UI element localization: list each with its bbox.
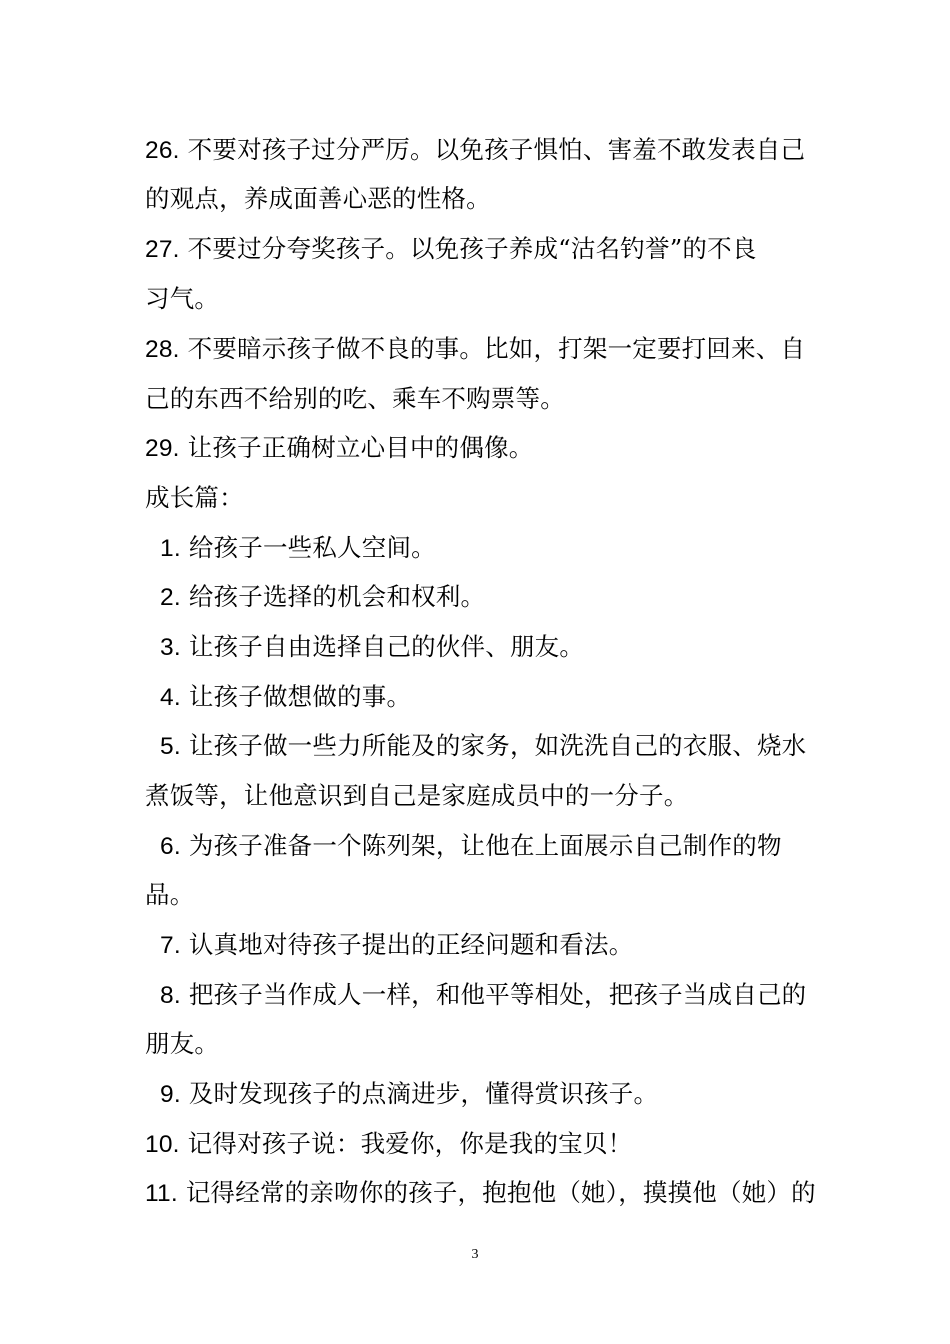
item-text: 把孩子当作成人一样，和他平等相处，把孩子当成自己的 (188, 980, 807, 1009)
item-number: 8. (160, 982, 181, 1009)
item-7 (160, 930, 825, 961)
item-2 (160, 582, 825, 613)
item-number: 7. (160, 932, 181, 959)
item-number: 5. (160, 733, 181, 760)
item-text: 让孩子做想做的事。 (188, 682, 412, 711)
item-text: 让孩子自由选择自己的伙伴、朋友。 (188, 632, 585, 661)
item-text: 给孩子选择的机会和权利。 (188, 582, 486, 611)
paragraph-number: 26. (145, 137, 180, 164)
item-10 (145, 1129, 810, 1160)
item-number: 3. (160, 634, 181, 661)
section-heading: 成长篇： (145, 483, 244, 512)
item-number: 2. (160, 584, 181, 611)
item-6-line-2: 品。 (145, 880, 195, 909)
item-11-line-1 (145, 1178, 816, 1209)
item-text: 及时发现孩子的点滴进步，懂得赏识孩子。 (188, 1079, 659, 1108)
item-6-line-1 (160, 831, 825, 862)
item-text: 记得经常的亲吻你的孩子，抱抱他（她），摸摸他（她）的 (185, 1178, 816, 1207)
item-text: 记得对孩子说：我爱你，你是我的宝贝！ (187, 1129, 633, 1158)
item-text: 让孩子做一些力所能及的家务，如洗洗自己的衣服、烧水 (188, 731, 807, 760)
paragraph-29-line-1 (145, 433, 810, 464)
page-number: 3 (471, 1247, 479, 1262)
paragraph-27-line-2: 习气。 (145, 284, 220, 313)
item-1 (160, 533, 825, 564)
item-5-line-1 (160, 731, 825, 762)
paragraph-text: 不要过分夸奖孩子。以免孩子养成“沽名钓誉”的不良 (187, 234, 757, 263)
item-number: 11. (145, 1180, 178, 1207)
item-text: 认真地对待孩子提出的正经问题和看法。 (188, 930, 634, 959)
item-number: 4. (160, 684, 181, 711)
paragraph-28-line-2: 己的东西不给别的吃、乘车不购票等。 (145, 384, 565, 413)
item-8-line-1 (160, 980, 825, 1011)
paragraph-28-line-1 (145, 334, 810, 365)
paragraph-26-line-1 (145, 135, 810, 166)
item-text: 给孩子一些私人空间。 (188, 533, 436, 562)
item-5-line-2: 煮饭等，让他意识到自己是家庭成员中的一分子。 (145, 781, 689, 810)
paragraph-text: 不要暗示孩子做不良的事。比如，打架一定要打回来、自 (187, 334, 806, 363)
paragraph-number: 28. (145, 336, 180, 363)
item-number: 9. (160, 1081, 181, 1108)
item-4 (160, 682, 825, 713)
item-3 (160, 632, 825, 663)
item-number: 1. (160, 535, 181, 562)
paragraph-27-line-1 (145, 234, 810, 265)
paragraph-text: 让孩子正确树立心目中的偶像。 (187, 433, 534, 462)
item-number: 6. (160, 833, 181, 860)
item-8-line-2: 朋友。 (145, 1029, 220, 1058)
paragraph-26-line-2: 的观点，养成面善心恶的性格。 (145, 184, 491, 213)
item-number: 10. (145, 1131, 180, 1158)
item-9 (160, 1079, 825, 1110)
paragraph-number: 27. (145, 236, 180, 263)
paragraph-text: 不要对孩子过分严厉。以免孩子惧怕、害羞不敢发表自己 (187, 135, 806, 164)
item-text: 为孩子准备一个陈列架，让他在上面展示自己制作的物 (188, 831, 782, 860)
paragraph-number: 29. (145, 435, 180, 462)
